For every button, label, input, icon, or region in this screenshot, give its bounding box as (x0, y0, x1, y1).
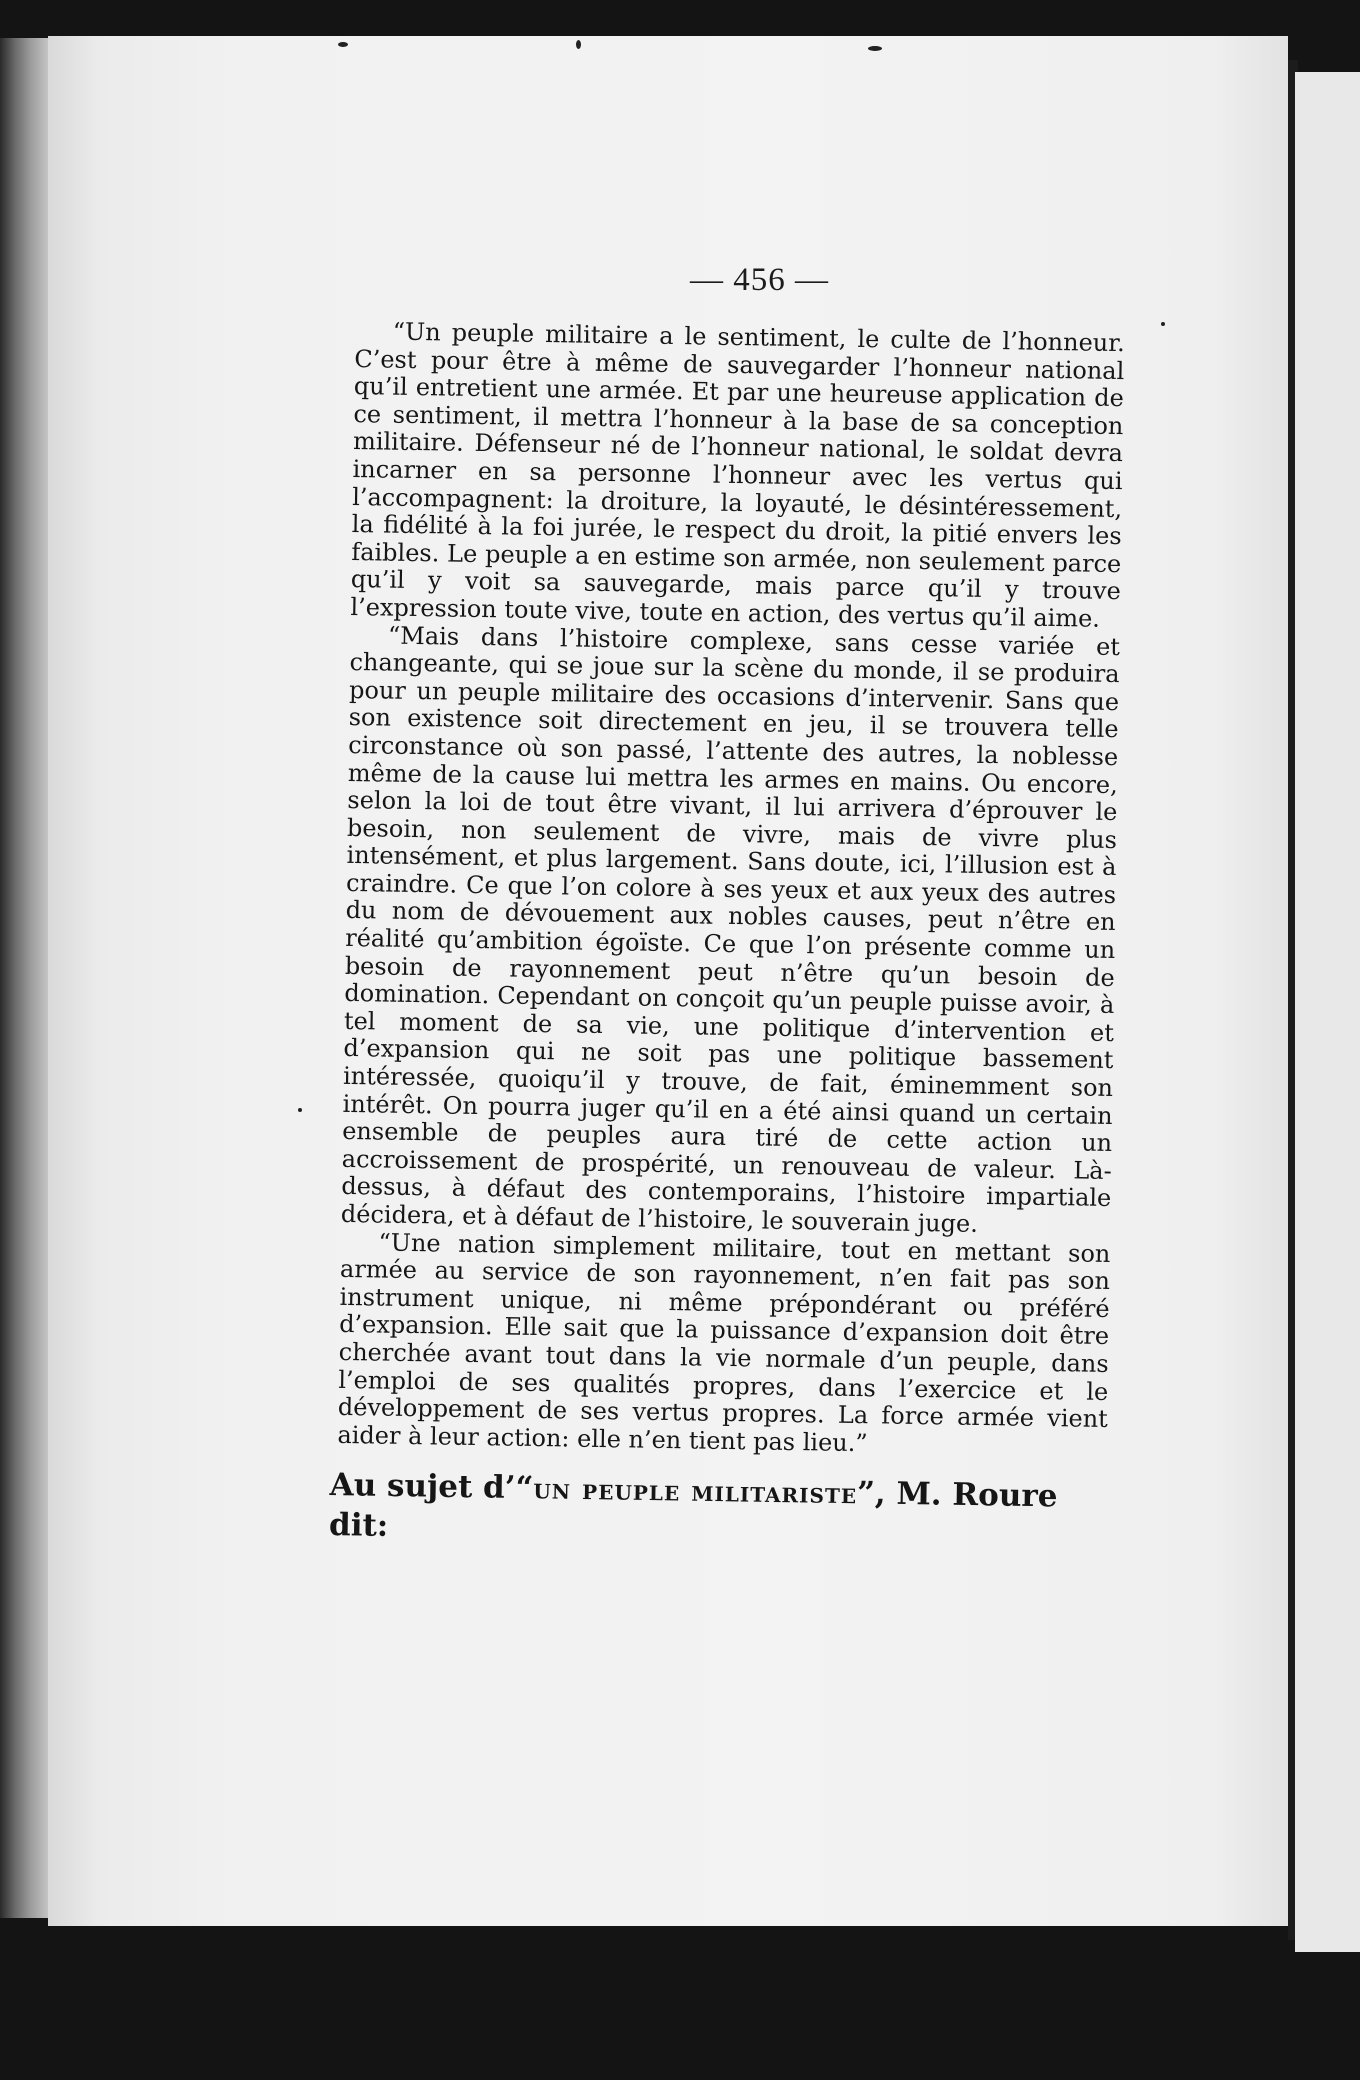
ink-speck (298, 1108, 302, 1112)
heading-small-caps: un peuple militariste (533, 1471, 858, 1511)
section-heading (329, 1465, 1100, 1557)
ink-speck (576, 40, 581, 49)
heading-suffix: ”, M. Roure dit: (328, 1475, 1058, 1544)
body-text (337, 318, 1125, 1461)
paragraph: “Un peuple militaire a le sentiment, le culte de l’honneur. C’est pour être à même de sauvegarder l’honneur national qu’il entretient une armée. Et par une heureuse application de ce sentiment, il mettra l’honneur à la base de sa conception militaire. Défenseur né de l’honneur national, le soldat devra incarner en sa personne l’honneur avec les vertus qui l’accompagnent: la droiture, la loyauté, le désintéressement, la fidélité à la foi jurée, le respect du droit, la pitié envers les faibles. Le peuple a en estime son armée, non seulement parce qu’il y voit sa sauvegarde, mais parce qu’il y trouve l’expression toute vive, toute en action, des vertus qu’il aime. (350, 317, 1125, 633)
ink-speck (338, 42, 348, 47)
paragraph: “Mais dans l’histoire complexe, sans cesse variée et changeante, qui se joue sur la scène du monde, il se produira pour un peuple militaire des occasions d’intervenir. Sans que son existence soit directement en jeu, il se trouvera telle circonstance où son passé, l’attente des autres, la noblesse même de la cause lui mettra les armes en mains. Ou encore, selon la loi de tout être vivant, il lui arrivera d’éprouver le besoin, non seulement de vivre, mais de vivre plus intensément, et plus largement. Sans doute, ici, l’illusion est à craindre. Ce que l’on colore à ses yeux et aux yeux des autres du nom de dévouement aux nobles causes, peut n’être en réalité qu’ambition égoïste. Ce que l’on présente comme un besoin de rayonnement peut n’être qu’un besoin de domination. Cependant on conçoit qu’un peuple puisse avoir, à tel moment de sa vie, une politique d’intervention et d’expansion qui ne soit pas une politique bassement intéressée, quoiqu’il y trouve, de fait, éminemment son intérêt. On pourra juger qu’il en a été ainsi quand un certain ensemble de peuples aura tiré de cette action un accroissement de prospérité, un renouveau de valeur. Là-dessus, à défaut des contemporains, l’histoire impartiale décidera, et à défaut de l’histoire, le souverain juge. (340, 621, 1121, 1238)
facing-page-edge (1295, 72, 1360, 1952)
ink-speck (1161, 322, 1165, 326)
heading-prefix: Au sujet d’“ (329, 1466, 534, 1507)
page-number: — 456 — (690, 262, 829, 298)
paragraph: “Une nation simplement militaire, tout en mettant son armée au service de son rayonnement, n’en fait pas son instrument unique, ni même prépondérant ou préféré d’expansion. Elle sait que la puissance d’expansion doit être cherchée avant tout dans la vie normale d’un peuple, dans l’emploi de ses qualités propres, dans l’exercice et le développement de ses vertus propres. La force armée vient aider à leur action: elle n’en tient pas lieu.” (337, 1228, 1111, 1457)
ink-speck (868, 46, 882, 51)
